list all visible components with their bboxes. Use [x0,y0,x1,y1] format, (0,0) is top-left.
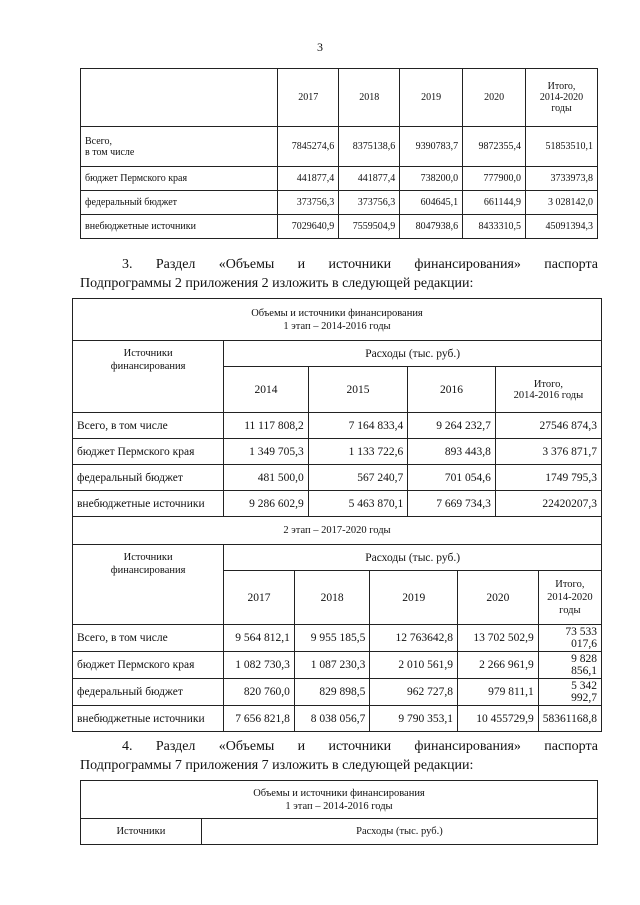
value-cell: 58361168,8 [538,706,601,732]
value-cell: 73 533 017,6 [538,625,601,652]
year-header: 2016 [408,367,496,413]
value-cell: 5 463 870,1 [308,491,407,517]
table-row [73,706,602,732]
value-cell: 9390783,7 [400,127,463,167]
value-cell: 373756,3 [278,191,339,215]
paragraph-line: Подпрограммы 2 приложения 2 изложить в следующей редакции: [80,276,474,291]
table-row [81,167,598,191]
financing-table-subprogram-7 [80,780,598,845]
value-cell: 701 054,6 [408,465,496,491]
value-cell: 10 455729,9 [458,706,539,732]
value-cell: 8 038 056,7 [294,706,370,732]
row-label: бюджет Пермского края [73,652,224,679]
value-cell: 8433310,5 [463,215,526,239]
row-label: Всего, в том числе [73,413,224,439]
row-label: Всего, в том числе [73,625,224,652]
total-header: Итого, 2014-2016 годы [495,367,601,413]
table-row [73,679,602,706]
value-cell: 481 500,0 [224,465,309,491]
value-cell: 22420207,3 [495,491,601,517]
value-cell: 1749 795,3 [495,465,601,491]
sources-header: Источники финансирования [73,545,224,625]
value-cell: 27546 874,3 [495,413,601,439]
table-caption-row [81,781,598,819]
year-header: 2018 [294,571,370,625]
row-label: федеральный бюджет [73,465,224,491]
value-cell: 1 087 230,3 [294,652,370,679]
value-cell: 9872355,4 [463,127,526,167]
value-cell: 7845274,6 [278,127,339,167]
row-label: внебюджетные источники [73,706,224,732]
table-row [73,491,602,517]
year-header: 2017 [278,69,339,127]
value-cell: 9 564 812,1 [224,625,295,652]
year-header: 2014 [224,367,309,413]
value-cell: 45091394,3 [526,215,598,239]
row-label: федеральный бюджет [73,679,224,706]
value-cell: 7029640,9 [278,215,339,239]
stage-2-caption: 2 этап – 2017-2020 годы [73,517,602,545]
value-cell: 893 443,8 [408,439,496,465]
value-cell: 51853510,1 [526,127,598,167]
value-cell: 2 266 961,9 [458,652,539,679]
value-cell: 829 898,5 [294,679,370,706]
table-caption: Объемы и источники финансирования 1 этап – 2014-2016 годы [73,299,602,341]
row-label: бюджет Пермского края [81,167,278,191]
table-row [81,215,598,239]
table-row [73,465,602,491]
year-header: 2017 [224,571,295,625]
value-cell: 604645,1 [400,191,463,215]
value-cell: 11 117 808,2 [224,413,309,439]
table-row [81,191,598,215]
expenses-header: Расходы (тыс. руб.) [201,819,597,845]
page-number: 3 [317,40,323,54]
financing-table-subprogram-2 [72,298,602,732]
value-cell: 441877,4 [278,167,339,191]
value-cell: 3 376 871,7 [495,439,601,465]
table-row [73,413,602,439]
total-header: Итого, 2014-2020 годы [538,571,601,625]
table-caption-row [73,299,602,341]
expenses-header: Расходы (тыс. руб.) [224,341,602,367]
value-cell: 738200,0 [400,167,463,191]
year-header: 2020 [463,69,526,127]
table-row [73,439,602,465]
value-cell: 3733973,8 [526,167,598,191]
year-header: 2018 [339,69,400,127]
value-cell: 5 342 992,7 [538,679,601,706]
year-header: 2019 [400,69,463,127]
table-caption: Объемы и источники финансирования 1 этап – 2014-2016 годы [81,781,598,819]
paragraph-line: 4. Раздел «Объемы и источники финансирования» паспорта [122,739,598,754]
year-header: 2020 [458,571,539,625]
value-cell: 1 133 722,6 [308,439,407,465]
value-cell: 3 028142,0 [526,191,598,215]
value-cell: 9 286 602,9 [224,491,309,517]
value-cell: 13 702 502,9 [458,625,539,652]
year-header: 2019 [370,571,458,625]
value-cell: 7 164 833,4 [308,413,407,439]
paragraph-4 [80,737,598,775]
value-cell: 777900,0 [463,167,526,191]
table-row [73,625,602,652]
paragraph-line: Подпрограммы 7 приложения 7 изложить в следующей редакции: [80,758,474,773]
year-header: 2015 [308,367,407,413]
value-cell: 9 264 232,7 [408,413,496,439]
value-cell: 1 349 705,3 [224,439,309,465]
value-cell: 7 669 734,3 [408,491,496,517]
row-label: бюджет Пермского края [73,439,224,465]
table-header-row [81,69,598,127]
value-cell: 7559504,9 [339,215,400,239]
stage-caption-row [73,517,602,545]
value-cell: 979 811,1 [458,679,539,706]
value-cell: 9 955 185,5 [294,625,370,652]
value-cell: 12 763642,8 [370,625,458,652]
value-cell: 9 828 856,1 [538,652,601,679]
expenses-header: Расходы (тыс. руб.) [224,545,602,571]
empty-header-cell [81,69,278,127]
row-label: внебюджетные источники [81,215,278,239]
value-cell: 7 656 821,8 [224,706,295,732]
value-cell: 8375138,6 [339,127,400,167]
row-label: внебюджетные источники [73,491,224,517]
value-cell: 2 010 561,9 [370,652,458,679]
value-cell: 1 082 730,3 [224,652,295,679]
table-header-row [73,341,602,367]
paragraph-line: 3. Раздел «Объемы и источники финансирования» паспорта [122,257,598,272]
value-cell: 9 790 353,1 [370,706,458,732]
paragraph-3 [80,255,598,293]
value-cell: 8047938,6 [400,215,463,239]
row-label: федеральный бюджет [81,191,278,215]
value-cell: 441877,4 [339,167,400,191]
value-cell: 962 727,8 [370,679,458,706]
row-label: Всего, в том числе [81,127,278,167]
value-cell: 820 760,0 [224,679,295,706]
sources-header: Источники [81,819,202,845]
value-cell: 661144,9 [463,191,526,215]
sources-header: Источники финансирования [73,341,224,413]
value-cell: 567 240,7 [308,465,407,491]
total-header: Итого, 2014-2020 годы [526,69,598,127]
table-row [73,652,602,679]
value-cell: 373756,3 [339,191,400,215]
table-header-row [81,819,598,845]
table-header-row [73,545,602,571]
financing-table-continued [80,68,598,239]
table-row [81,127,598,167]
